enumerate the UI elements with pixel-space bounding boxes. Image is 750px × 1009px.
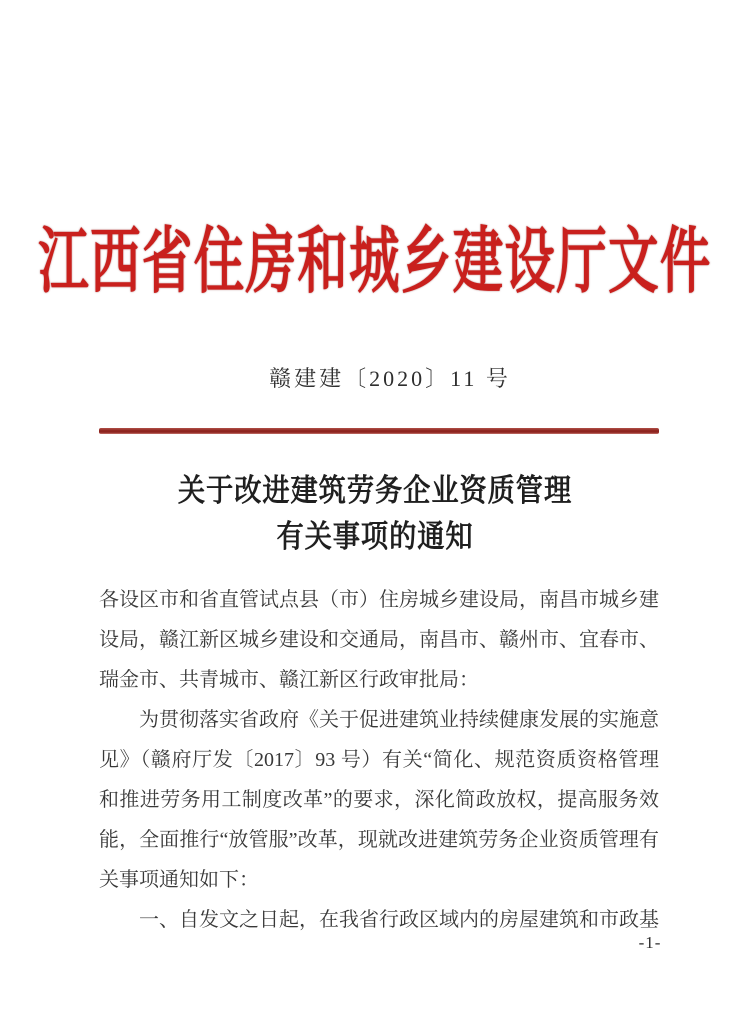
red-divider-rule	[99, 428, 659, 434]
paragraph-addressees: 各设区市和省直管试点县（市）住房城乡建设局，南昌市城乡建设局，赣江新区城乡建设和交通局，南昌市、赣州市、宜春市、瑞金市、共青城市、赣江新区行政审批局：	[99, 589, 659, 691]
notice-title-line-1: 关于改进建筑劳务企业资质管理	[177, 473, 573, 508]
notice-title-line-2: 有关事项的通知	[276, 519, 474, 554]
document-number: 赣建建〔2020〕11 号	[269, 366, 511, 391]
notice-title	[95, 468, 655, 560]
letterhead	[38, 205, 712, 305]
page-number: -1-	[638, 933, 662, 952]
letterhead-title: 江西省住房和城乡建设厅文件	[38, 222, 712, 302]
paragraph-item-1: 一、自发文之日起，在我省行政区域内的房屋建筑和市政基	[139, 909, 659, 931]
document-body	[99, 580, 659, 940]
paragraph-preamble: 为贯彻落实省政府《关于促进建筑业持续健康发展的实施意见》（赣府厅发〔2017〕93 号）有关“简化、规范资质资格管理和推进劳务用工制度改革”的要求，深化简政放权，提高服务效能，全面推行“放管服”改革，现就改进建筑劳务企业资质管理有关事项通知如下：	[99, 709, 659, 891]
